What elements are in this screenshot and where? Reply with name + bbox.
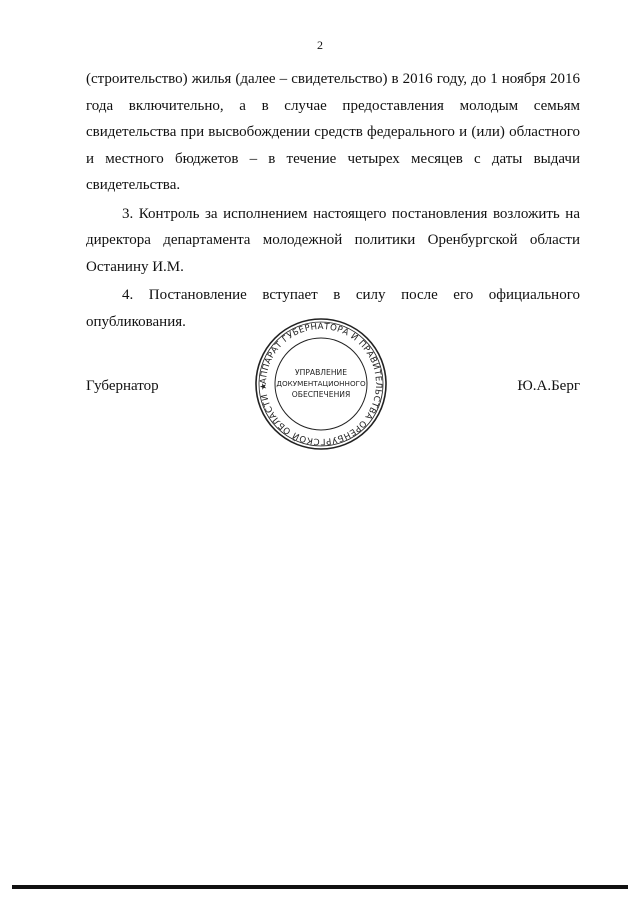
official-seal — [253, 316, 389, 452]
document-body — [86, 66, 580, 335]
seal-center-line-1: УПРАВЛЕНИЕ — [294, 368, 348, 377]
seal-center-line-3: ОБЕСПЕЧЕНИЯ — [291, 390, 351, 399]
page-number: 2 — [317, 38, 323, 52]
paragraph-effective: 4. Постановление вступает в силу после его официального опубликования. — [86, 287, 580, 330]
paragraph-continuation: (строительство) жилья (далее – свидетельство) в 2016 году, до 1 ноября 2016 года включительно, а в случае предоставления молодым семьям свидетельства при высвобождении средств федерального и (или) областного и местного бюджетов – в течение четырех месяцев с даты выдачи свидетельства. — [86, 71, 580, 193]
signatory-name: Ю.А.Берг — [517, 378, 580, 394]
bottom-border-line — [12, 885, 628, 889]
signatory-title: Губернатор — [86, 378, 159, 394]
paragraph-control: 3. Контроль за исполнением настоящего постановления возложить на директора департамента молодежной политики Оренбургской области Останину И.М. — [86, 205, 580, 275]
seal-ring-text: АППАРАТ ГУБЕРНАТОРА И ПРАВИТЕЛЬСТВА ОРЕНБУРГСКОЙ ОБЛАСТИ ★ — [258, 321, 384, 447]
seal-center-line-2: ДОКУМЕНТАЦИОННОГО — [276, 379, 366, 388]
